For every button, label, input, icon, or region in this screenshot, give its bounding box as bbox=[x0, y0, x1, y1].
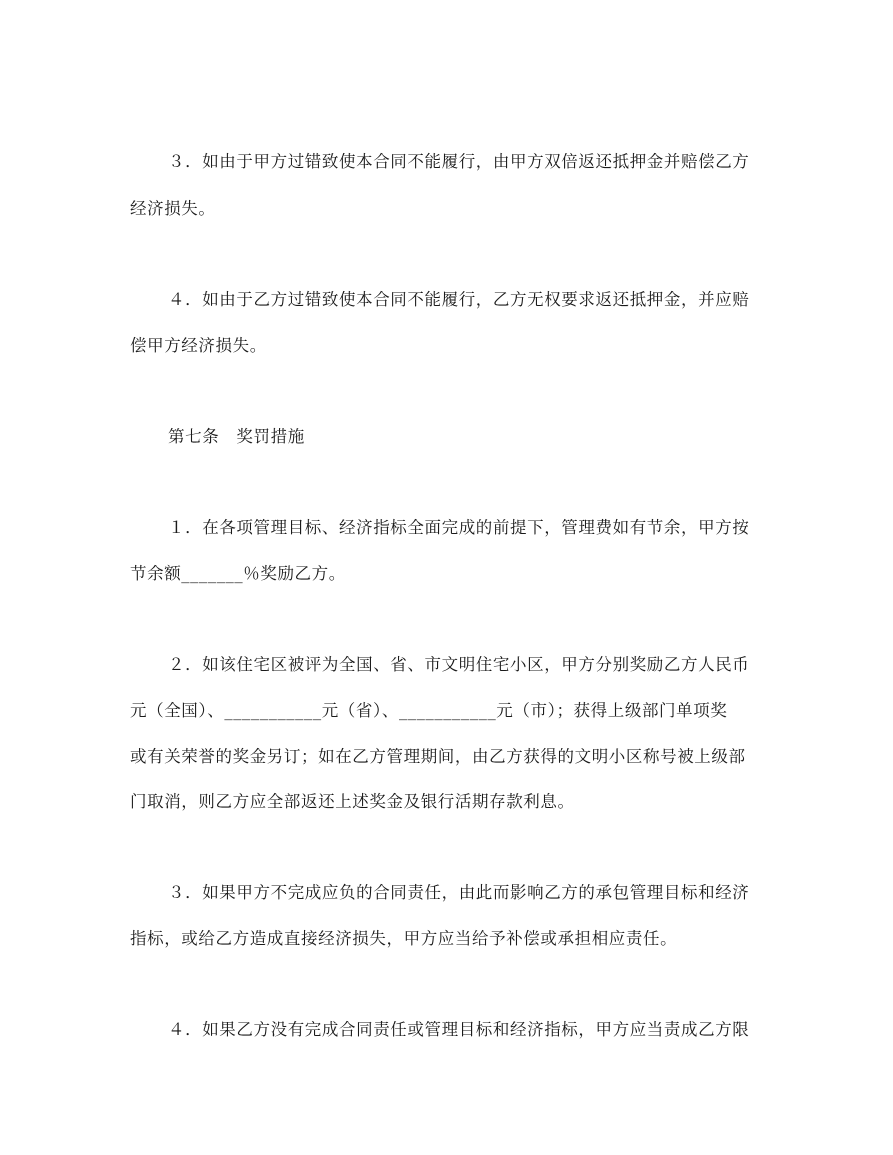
clause-7-2-line-3: 或有关荣誉的奖金另订；如在乙方管理期间，由乙方获得的文明小区称号被上级部 bbox=[130, 747, 746, 766]
clause-7-1-line-1: １．在各项管理目标、经济指标全面完成的前提下，管理费如有节余，甲方按 bbox=[168, 518, 750, 537]
clause-7-1-line-2: 节余额_______％奖励乙方。 bbox=[130, 564, 346, 583]
clause-7-3-line-2: 指标，或给乙方造成直接经济损失，甲方应当给予补偿或承担相应责任。 bbox=[130, 929, 678, 948]
article-7-heading: 第七条 奖罚措施 bbox=[168, 427, 305, 446]
clause-6-3-line-2: 经济损失。 bbox=[130, 199, 216, 218]
clause-7-2-line-2: 元（全国）、___________元（省）、___________元（市）；获得上级部门单项奖 bbox=[130, 701, 728, 720]
clause-7-3-line-1: ３．如果甲方不完成应负的合同责任，由此而影响乙方的承包管理目标和经济 bbox=[168, 883, 750, 902]
clause-6-3-line-1: ３．如由于甲方过错致使本合同不能履行，由甲方双倍返还抵押金并赔偿乙方 bbox=[168, 152, 750, 171]
clause-7-2-line-4: 门取消，则乙方应全部返还上述奖金及银行活期存款利息。 bbox=[130, 792, 575, 811]
clause-7-4-line-1: ４．如果乙方没有完成合同责任或管理目标和经济指标，甲方应当责成乙方限 bbox=[168, 1020, 750, 1039]
clause-6-4-line-2: 偿甲方经济损失。 bbox=[130, 336, 267, 355]
clause-7-2-line-1: ２．如该住宅区被评为全国、省、市文明住宅小区，甲方分别奖励乙方人民币 bbox=[168, 655, 750, 674]
clause-6-4-line-1: ４．如由于乙方过错致使本合同不能履行，乙方无权要求返还抵押金，并应赔 bbox=[168, 290, 750, 309]
